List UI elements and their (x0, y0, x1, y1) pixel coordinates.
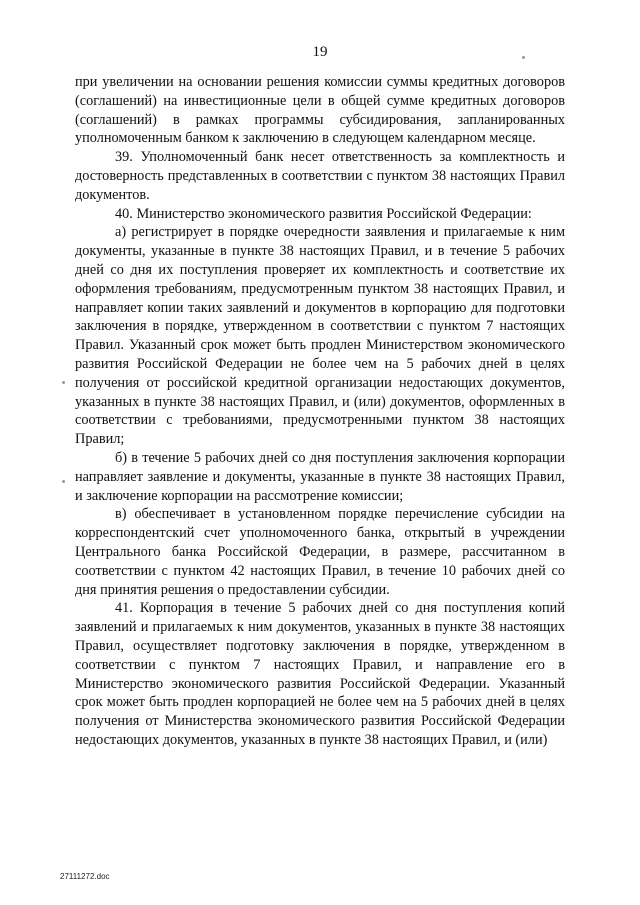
document-body (75, 73, 565, 750)
paragraph-40-v: в) обеспечивает в установленном порядке перечисление субсидии на корреспондентский счет уполномоченного банка, открытый в учреждении Центрального банка Российской Федерации, в размере, рассчитанном в соответствии с пунктом 42 настоящих Правил, в течение 10 рабочих дней со дня принятия решения о предоставлении субсидии. (75, 506, 565, 598)
paragraph-40: 40. Министерство экономического развития Российской Федерации: (115, 205, 532, 222)
paragraph-continuation: при увеличении на основании решения комиссии суммы кредитных договоров (соглашений) на инвестиционные цели в общей сумме кредитных договоров (соглашений) в рамках программы субсидирования, запланированных уполномоченным банком к заключению в следующем календарном месяце. (75, 74, 565, 147)
page-number: 19 (312, 44, 328, 60)
paragraph-39: 39. Уполномоченный банк несет ответственность за комплектность и достоверность представленных в соответствии с пунктом 38 настоящих Правил документов. (75, 149, 565, 203)
paragraph-41: 41. Корпорация в течение 5 рабочих дней со дня поступления копий заявлений и прилагаемых к ним документов, указанных в пункте 38 настоящих Правил, осуществляет подготовку заключения в порядке, утвержденном в соответствии с пунктом 7 настоящих Правил, и направление его в Министерство экономического развития Российской Федерации. Указанный срок может быть продлен корпорацией не более чем на 5 рабочих дней в целях получения от Министерства экономического развития Российской Федерации недостающих документов, указанных в пункте 38 настоящих Правил, и (или) (75, 600, 565, 748)
scan-speck (522, 56, 525, 59)
scan-speck (62, 381, 65, 384)
scan-speck (62, 480, 65, 483)
paragraph-40-a: а) регистрирует в порядке очередности заявления и прилагаемые к ним документы, указанные в пункте 38 настоящих Правил, и в течение 5 рабочих дней со дня их поступления проверяет их комплектность и соответствие их оформления требованиям, предусмотренным пунктом 38 настоящих Правил, и направляет копии таких заявлений и документов в корпорацию для подготовки заключения в порядке, утвержденном в соответствии с пунктом 7 настоящих Правил. Указанный срок может быть продлен Министерством экономического развития Российской Федерации не более чем на 5 рабочих дней в целях получения от российской кредитной организации недостающих документов, указанных в пункте 38 настоящих Правил, и (или) документов, оформленных в соответствии с требованиями, предусмотренными пунктом 38 настоящих Правил; (75, 224, 565, 448)
footer-filename: 27111272.doc (60, 872, 110, 881)
paragraph-40-b: б) в течение 5 рабочих дней со дня поступления заключения корпорации направляет заявление и документы, указанные в пункте 38 настоящих Правил, и заключение корпорации на рассмотрение комиссии; (75, 449, 565, 504)
